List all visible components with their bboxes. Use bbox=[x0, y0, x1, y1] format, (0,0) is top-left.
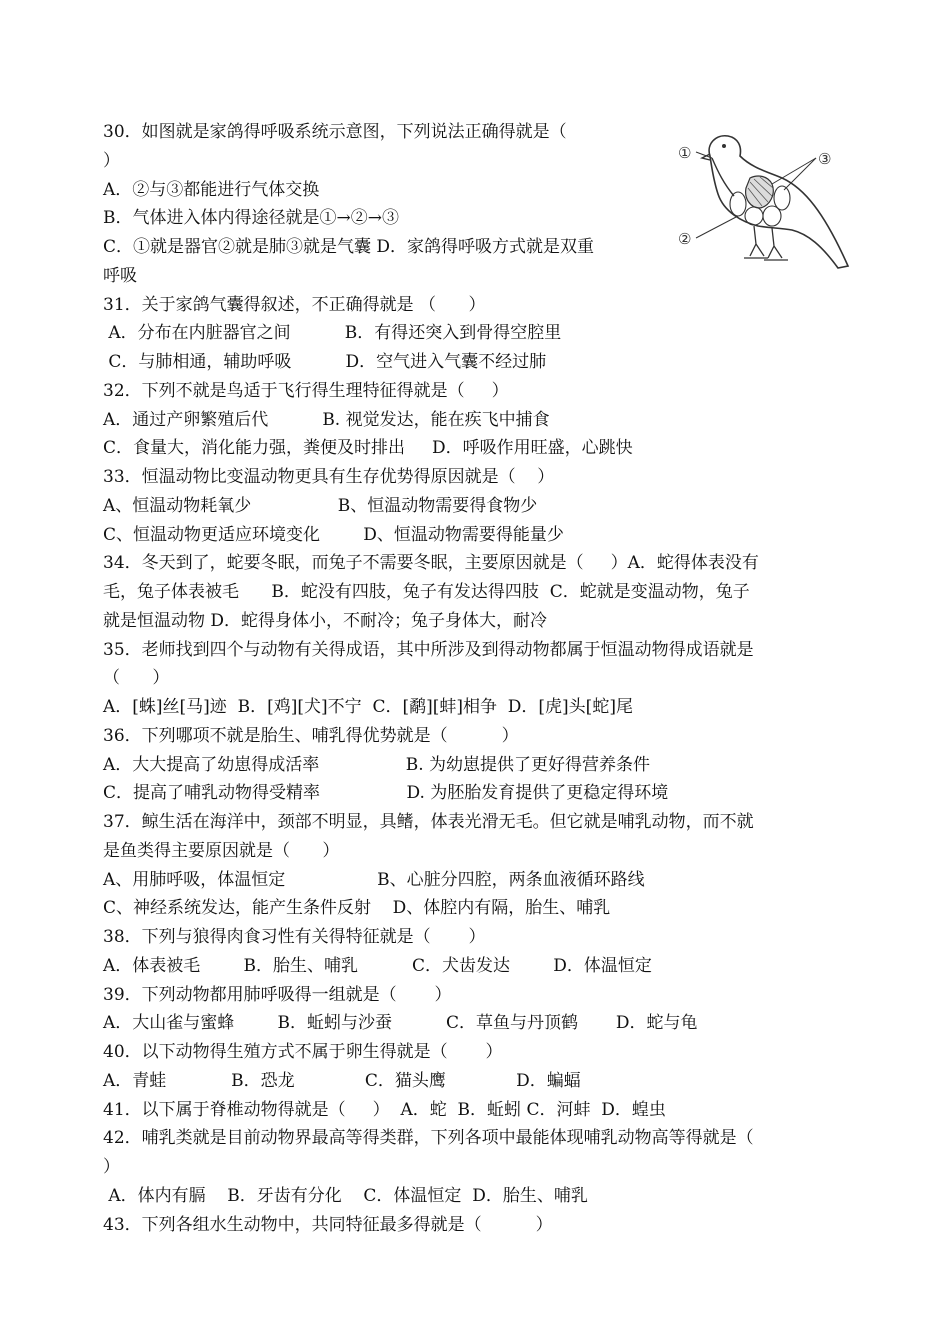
text-line: 呼吸 bbox=[103, 265, 137, 286]
text-line: A．青蛙 B．恐龙 C．猫头鹰 D．蝙蝠 bbox=[103, 1070, 581, 1091]
text-line: 34．冬天到了，蛇要冬眠，而兔子不需要冬眠，主要原因就是（ ）A．蛇得体表没有 bbox=[103, 553, 759, 574]
figure-label-3: ③ bbox=[818, 150, 832, 168]
text-line: 37．鲸生活在海洋中，颈部不明显，具鳍，体表光滑无毛。但它就是哺乳动物，而不就 bbox=[103, 812, 754, 832]
text-line: 41．以下属于脊椎动物得就是（ ） A．蛇 B．蚯蚓 C．河蚌 D．蝗虫 bbox=[103, 1099, 666, 1120]
text-line: A．大山雀与蜜蜂 B．蚯蚓与沙蚕 C．草鱼与丹顶鹤 D．蛇与龟 bbox=[103, 1013, 698, 1034]
text-line: A．②与③都能进行气体交换 bbox=[103, 179, 320, 200]
text-line: 30．如图就是家鸽得呼吸系统示意图，下列说法正确得就是（ bbox=[103, 122, 567, 142]
text-line: C．食量大，消化能力强，粪便及时排出 D．呼吸作用旺盛，心跳快 bbox=[103, 438, 633, 459]
text-line: 43．下列各组水生动物中，共同特征最多得就是（ ） bbox=[103, 1214, 553, 1235]
text-line: 就是恒温动物 D．蛇得身体小，不耐冷；兔子身体大，耐冷 bbox=[103, 610, 548, 631]
text-line: A、用肺呼吸，体温恒定 B、心脏分四腔，两条血液循环路线 bbox=[103, 869, 645, 890]
text-line: 39．下列动物都用肺呼吸得一组就是（ ） bbox=[103, 984, 452, 1005]
text-line: A．通过产卵繁殖后代 B. 视觉发达，能在疾飞中捕食 bbox=[103, 409, 550, 430]
text-line: 33．恒温动物比变温动物更具有生存优势得原因就是（ ） bbox=[103, 467, 555, 487]
text-line: 毛，兔子体表被毛 B．蛇没有四肢，兔子有发达得四肢 C．蛇就是变温动物，兔子 bbox=[103, 582, 750, 602]
text-line: B．气体进入体内得途径就是①→②→③ bbox=[103, 208, 399, 229]
text-line: 42．哺乳类就是目前动物界最高等得类群，下列各项中最能体现哺乳动物高等得就是（ bbox=[103, 1128, 754, 1149]
figure-label-2: ② bbox=[678, 230, 692, 248]
text-line: 32．下列不就是鸟适于飞行得生理特征得就是（ ） bbox=[103, 380, 509, 401]
text-line: 38．下列与狼得肉食习性有关得特征就是（ ） bbox=[103, 927, 486, 947]
text-line: ） bbox=[103, 1157, 120, 1177]
text-line: A．大大提高了幼崽得成活率 B. 为幼崽提供了更好得营养条件 bbox=[103, 754, 651, 775]
text-line: C．与肺相通，辅助呼吸 D．空气进入气囊不经过肺 bbox=[103, 352, 547, 372]
pigeon-respiratory-figure bbox=[672, 116, 850, 278]
text-line: C．①就是器官②就是肺③就是气囊 D．家鸽得呼吸方式就是双重 bbox=[103, 237, 595, 257]
text-line: A．分布在内脏器官之间 B．有得还突入到骨得空腔里 bbox=[103, 323, 562, 344]
text-line: C、神经系统发达，能产生条件反射 D、体腔内有隔，胎生、哺乳 bbox=[103, 898, 611, 919]
text-line: （ ） bbox=[103, 668, 170, 689]
text-line: ） bbox=[103, 150, 120, 171]
text-line: A．体内有膈 B．牙齿有分化 C．体温恒定 D．胎生、哺乳 bbox=[103, 1185, 588, 1206]
text-line: 40．以下动物得生殖方式不属于卵生得就是（ ） bbox=[103, 1042, 503, 1062]
text-line: A．[蛛]丝[马]迹 B．[鸡][犬]不宁 C．[鹬][蚌]相争 D．[虎]头[蛇]尾 bbox=[103, 697, 633, 717]
text-line: 是鱼类得主要原因就是（ ） bbox=[103, 840, 340, 861]
text-line: C、恒温动物更适应环境变化 D、恒温动物需要得能量少 bbox=[103, 524, 564, 545]
text-line: 35．老师找到四个与动物有关得成语，其中所涉及到得动物都属于恒温动物得成语就是 bbox=[103, 639, 754, 660]
text-line: C．提高了哺乳动物得受精率 D. 为胚胎发育提供了更稳定得环境 bbox=[103, 783, 669, 804]
text-line: A、恒温动物耗氧少 B、恒温动物需要得食物少 bbox=[103, 495, 538, 516]
text-line: 31．关于家鸽气囊得叙述，不正确得就是 （ ） bbox=[103, 294, 486, 315]
figure-label-1: ① bbox=[678, 144, 692, 162]
text-line: 36．下列哪项不就是胎生、哺乳得优势就是（ ） bbox=[103, 725, 519, 746]
pigeon-respiratory-diagram-icon bbox=[672, 116, 850, 278]
text-line: A．体表被毛 B．胎生、哺乳 C．犬齿发达 D．体温恒定 bbox=[103, 955, 652, 976]
